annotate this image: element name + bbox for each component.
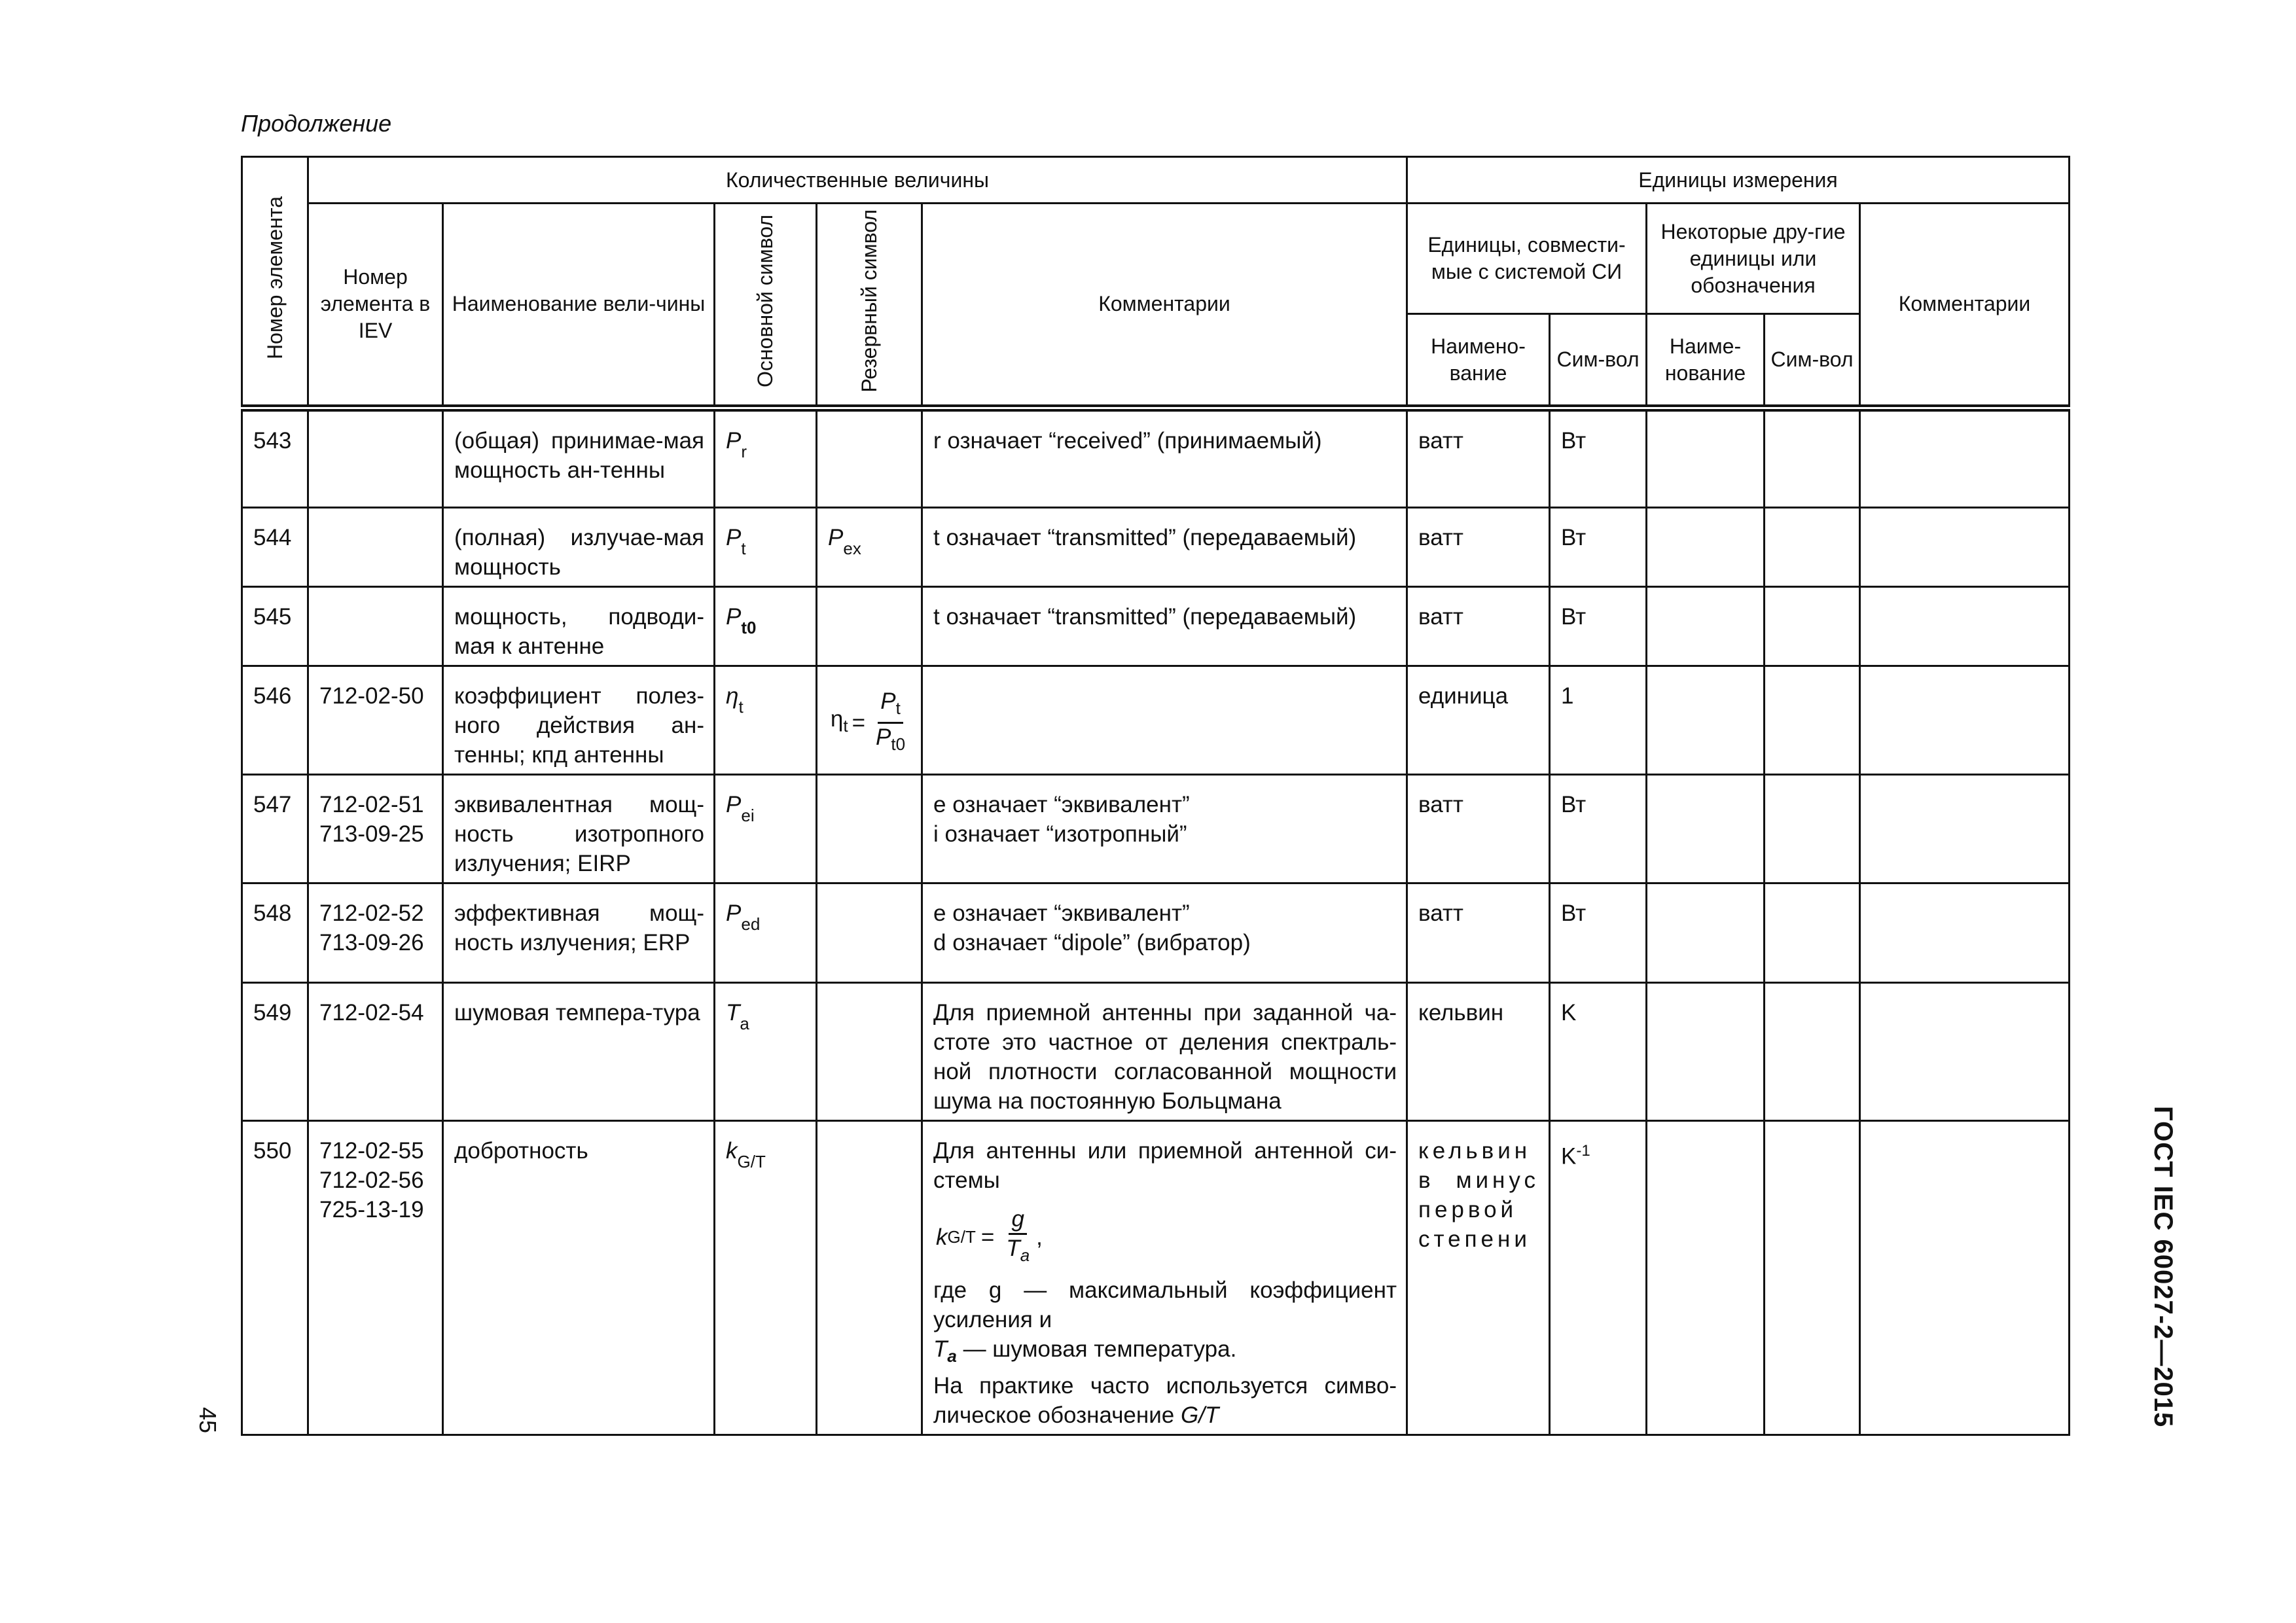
other-unit-name bbox=[1647, 774, 1765, 883]
comment: e означает “эквивалент” d означает “dipole” (вибратор) bbox=[922, 883, 1407, 982]
header-units: Единицы измерения bbox=[1407, 157, 2070, 204]
other-unit-symbol bbox=[1765, 883, 1860, 982]
iev-number bbox=[308, 408, 443, 507]
header-si-symbol: Сим-вол bbox=[1550, 314, 1647, 408]
comment-ta: $T_a$ — шумовая температура. bbox=[933, 1336, 1237, 1366]
element-number: 550 bbox=[242, 1120, 308, 1435]
unit-symbol: Вт bbox=[1550, 883, 1647, 982]
comment: e означает “эквивалент” i означает “изотропный” bbox=[922, 774, 1407, 883]
unit-symbol: 1 bbox=[1550, 666, 1647, 774]
quantity-name: эквивалентная мощ-ность изотропного излучения; EIRP bbox=[443, 774, 715, 883]
header-other-units: Некоторые дру-гие единицы или обозначения bbox=[1647, 204, 1860, 314]
iev-number: 712-02-55 712-02-56 725-13-19 bbox=[308, 1120, 443, 1435]
header-si-name: Наимено-вание bbox=[1407, 314, 1550, 408]
gt-formula: k G/T = $\frac{g}{T_a}$ , bbox=[936, 1205, 1043, 1265]
element-number: 549 bbox=[242, 982, 308, 1120]
other-unit-symbol bbox=[1765, 774, 1860, 883]
header-reserve-symbol: Резервный символ bbox=[817, 204, 922, 408]
header-quantity-name: Наименование вели-чины bbox=[443, 204, 715, 408]
table-row bbox=[242, 774, 2070, 883]
units-comment bbox=[1860, 982, 2070, 1120]
main-symbol: $T_a$ bbox=[715, 982, 817, 1120]
header-iev-number: Номер элемента в IEV bbox=[308, 204, 443, 408]
unit-name: ватт bbox=[1407, 586, 1550, 666]
standard-designation: ГОСТ IEC 60027-2—2015 bbox=[2149, 1106, 2178, 1428]
header-other-name: Наиме-нование bbox=[1647, 314, 1765, 408]
units-comment bbox=[1860, 666, 2070, 774]
units-comment bbox=[1860, 883, 2070, 982]
quantity-name: (общая) принимае-мая мощность ан-тенны bbox=[443, 408, 715, 507]
reserve-symbol bbox=[817, 666, 922, 774]
header-units-comments: Комментарии bbox=[1860, 204, 2070, 408]
comment bbox=[922, 666, 1407, 774]
units-comment bbox=[1860, 1120, 2070, 1435]
main-symbol: $P_{ed}$ bbox=[715, 883, 817, 982]
comment: t означает “transmitted” (передаваемый) bbox=[922, 586, 1407, 666]
other-unit-symbol bbox=[1765, 586, 1860, 666]
iev-number: 712-02-52 713-09-26 bbox=[308, 883, 443, 982]
units-comment bbox=[1860, 408, 2070, 507]
reserve-symbol bbox=[817, 982, 922, 1120]
iev-number: 712-02-54 bbox=[308, 982, 443, 1120]
quantities-table bbox=[241, 156, 2070, 1436]
unit-name: единица bbox=[1407, 666, 1550, 774]
other-unit-symbol bbox=[1765, 507, 1860, 586]
unit-name: ватт bbox=[1407, 507, 1550, 586]
element-number: 543 bbox=[242, 408, 308, 507]
comment-intro: Для антенны или приемной антенной си-стемы bbox=[933, 1137, 1397, 1193]
main-symbol: $P_{ei}$ bbox=[715, 774, 817, 883]
quantity-name: коэффициент полез-ного действия ан-тенны; кпд антенны bbox=[443, 666, 715, 774]
other-unit-name bbox=[1647, 982, 1765, 1120]
comment-practice: На практике часто используется симво-лическое обозначение G/T bbox=[933, 1372, 1397, 1428]
iev-number bbox=[308, 507, 443, 586]
other-unit-name bbox=[1647, 507, 1765, 586]
other-unit-name bbox=[1647, 408, 1765, 507]
element-number: 547 bbox=[242, 774, 308, 883]
header-quantities: Количественные величины bbox=[308, 157, 1407, 204]
reserve-symbol bbox=[817, 1120, 922, 1435]
unit-symbol: Вт bbox=[1550, 507, 1647, 586]
table-row bbox=[242, 666, 2070, 774]
element-number: 544 bbox=[242, 507, 308, 586]
iev-number: 712-02-50 bbox=[308, 666, 443, 774]
table-row bbox=[242, 982, 2070, 1120]
units-comment bbox=[1860, 774, 2070, 883]
quantity-name: добротность bbox=[443, 1120, 715, 1435]
element-number: 545 bbox=[242, 586, 308, 666]
table-row bbox=[242, 408, 2070, 507]
other-unit-name bbox=[1647, 1120, 1765, 1435]
quantity-name: эффективная мощ-ность излучения; ERP bbox=[443, 883, 715, 982]
other-unit-symbol bbox=[1765, 982, 1860, 1120]
main-symbol: $\eta_t$ bbox=[715, 666, 817, 774]
comment: Для приемной антенны при заданной ча-стоте это частное от деления спектраль-ной плотности согласованной мощности шума на постоянную Больцмана bbox=[922, 982, 1407, 1120]
comment-where: где g — максимальный коэффициент усиления и bbox=[933, 1277, 1397, 1332]
unit-symbol: $K^{-1}$ bbox=[1550, 1120, 1647, 1435]
unit-name: ватт bbox=[1407, 774, 1550, 883]
header-main-symbol: Основной символ bbox=[715, 204, 817, 408]
header-si-units: Единицы, совмести-мые с системой СИ bbox=[1407, 204, 1647, 314]
comment bbox=[922, 1120, 1407, 1435]
quantity-name: (полная) излучае-мая мощность bbox=[443, 507, 715, 586]
unit-symbol: K bbox=[1550, 982, 1647, 1120]
quantity-name: мощность, подводи-мая к антенне bbox=[443, 586, 715, 666]
reserve-symbol bbox=[817, 883, 922, 982]
unit-symbol: Вт bbox=[1550, 586, 1647, 666]
element-number: 546 bbox=[242, 666, 308, 774]
reserve-symbol bbox=[817, 408, 922, 507]
table-row bbox=[242, 586, 2070, 666]
unit-name: кельвин в минус первой степени bbox=[1407, 1120, 1550, 1435]
element-number: 548 bbox=[242, 883, 308, 982]
main-symbol: $P_t$ bbox=[715, 507, 817, 586]
iev-number bbox=[308, 586, 443, 666]
continuation-label: Продолжение bbox=[241, 110, 392, 137]
header-other-symbol: Сим-вол bbox=[1765, 314, 1860, 408]
comment: t означает “transmitted” (передаваемый) bbox=[922, 507, 1407, 586]
table-row bbox=[242, 507, 2070, 586]
unit-name: ватт bbox=[1407, 408, 1550, 507]
page-number: 45 bbox=[194, 1407, 221, 1434]
other-unit-symbol bbox=[1765, 666, 1860, 774]
comment: r означает “received” (принимаемый) bbox=[922, 408, 1407, 507]
units-comment bbox=[1860, 507, 2070, 586]
reserve-symbol bbox=[817, 586, 922, 666]
unit-name: ватт bbox=[1407, 883, 1550, 982]
header-element-number: Номер элемента bbox=[242, 157, 308, 408]
reserve-symbol bbox=[817, 774, 922, 883]
other-unit-name bbox=[1647, 586, 1765, 666]
main-symbol: $P_{t0}$ bbox=[715, 586, 817, 666]
other-unit-name bbox=[1647, 883, 1765, 982]
main-symbol: $k_{G/T}$ bbox=[715, 1120, 817, 1435]
reserve-symbol: $P_{ex}$ bbox=[817, 507, 922, 586]
other-unit-name bbox=[1647, 666, 1765, 774]
table-row bbox=[242, 1120, 2070, 1435]
other-unit-symbol bbox=[1765, 408, 1860, 507]
efficiency-formula: $\eta_t$ = $\frac{P_t}{P_{t0}}$ bbox=[830, 688, 906, 754]
iev-number: 712-02-51 713-09-25 bbox=[308, 774, 443, 883]
table-row bbox=[242, 883, 2070, 982]
unit-symbol: Вт bbox=[1550, 774, 1647, 883]
unit-name: кельвин bbox=[1407, 982, 1550, 1120]
other-unit-symbol bbox=[1765, 1120, 1860, 1435]
quantity-name: шумовая темпера-тура bbox=[443, 982, 715, 1120]
header-comments: Комментарии bbox=[922, 204, 1407, 408]
units-comment bbox=[1860, 586, 2070, 666]
unit-symbol: Вт bbox=[1550, 408, 1647, 507]
main-symbol: $P_r$ bbox=[715, 408, 817, 507]
